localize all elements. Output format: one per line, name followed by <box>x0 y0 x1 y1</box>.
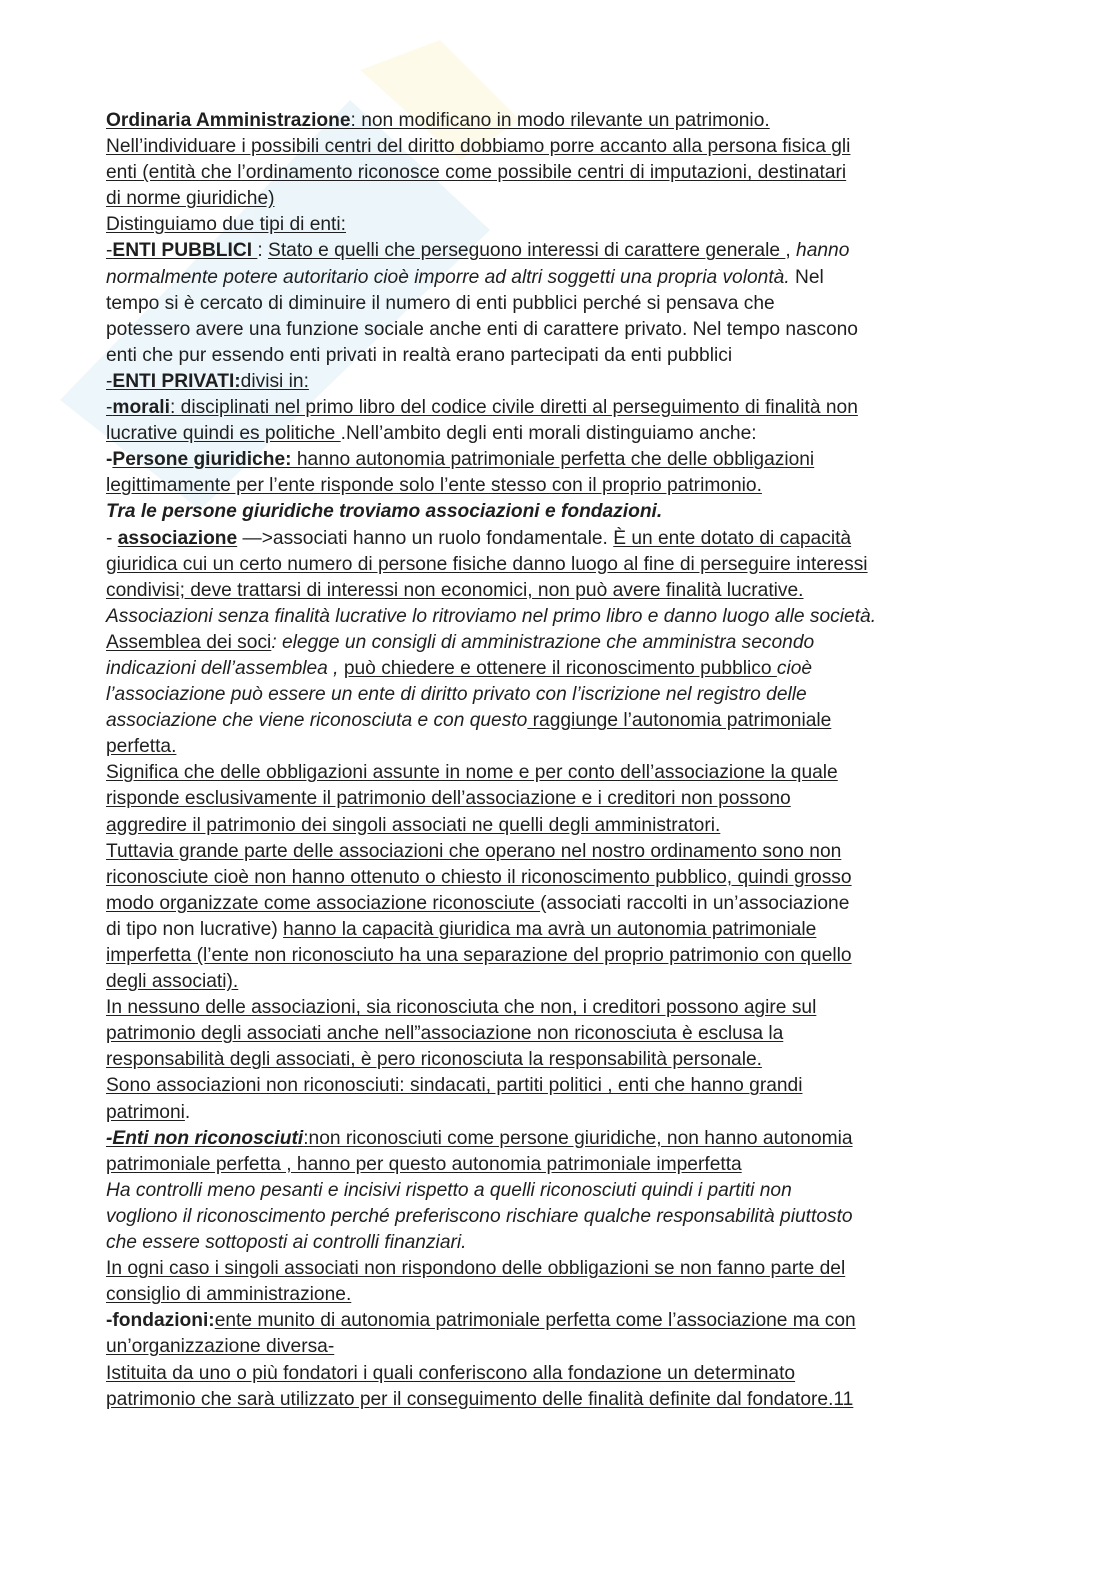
text-segment: morali <box>112 397 170 419</box>
text-line <box>106 708 1016 734</box>
text-segment: ente munito di autonomia patrimoniale perfetta come l’associazione ma con <box>214 1310 856 1332</box>
text-line <box>106 995 1016 1021</box>
text-segment: Tuttavia grande parte delle associazioni che operano nel nostro ordinamento sono non <box>106 840 842 862</box>
text-line <box>106 839 1016 865</box>
text-segment: riconosciute cioè non hanno ottenuto o chiesto il riconoscimento pubblico, quindi grosso <box>106 866 852 888</box>
text-line <box>106 395 1016 421</box>
text-line <box>106 291 1016 317</box>
text-segment: tempo si è cercato di diminuire il numero di enti pubblici perché si pensava che <box>106 292 775 314</box>
text-segment: : non modificano in modo rilevante un patrimonio. <box>350 110 770 131</box>
text-line <box>106 343 1016 369</box>
text-segment: responsabilità degli associati, è pero riconosciuta la responsabilità personale. <box>106 1049 762 1071</box>
text-segment: di norme giuridiche) <box>106 188 275 210</box>
text-segment: divisi in: <box>240 370 309 392</box>
text-segment: - <box>106 527 118 549</box>
text-segment: Distinguiamo due tipi di enti: <box>106 214 346 236</box>
text-line <box>106 526 1016 552</box>
text-line <box>106 917 1016 943</box>
text-segment: patrimoniale perfetta , hanno per questo autonomia patrimoniale imperfetta <box>106 1153 742 1175</box>
text-segment: (associati raccolti in un’associazione <box>540 892 850 914</box>
text-segment: -Enti non riconosciuti <box>106 1127 304 1149</box>
text-line <box>106 134 1016 160</box>
text-line <box>106 1047 1016 1073</box>
text-segment: consiglio di amministrazione. <box>106 1284 352 1306</box>
text-segment: ENTI PRIVATI: <box>112 370 241 392</box>
text-segment: Nel <box>789 266 824 288</box>
text-segment: imperfetta (l’ente non riconosciuto ha una separazione del proprio patrimonio con quello <box>106 945 852 966</box>
text-segment: legittimamente per l’ente risponde solo l’ente stesso con il proprio patrimonio. <box>106 475 762 497</box>
text-segment: risponde esclusivamente il patrimonio dell’associazione e i creditori non possono <box>106 788 791 810</box>
text-segment: hanno la capacità giuridica ma avrà un autonomia patrimoniale <box>283 918 817 940</box>
text-line <box>106 499 1016 525</box>
text-segment: In ogni caso i singoli associati non rispondono delle obbligazioni se non fanno parte del <box>106 1258 846 1280</box>
text-segment: perfetta. <box>106 736 177 758</box>
text-segment: l’associazione può essere un ente di diritto privato con l’iscrizione nel registro delle <box>106 684 807 706</box>
text-line <box>106 108 1016 134</box>
text-line <box>106 238 1016 264</box>
text-segment: associazione che viene riconosciuta e con questo <box>106 710 528 732</box>
text-line <box>106 186 1016 212</box>
text-segment: Stato e quelli che perseguono interessi di carattere generale <box>268 240 786 262</box>
text-segment: , <box>785 240 797 262</box>
text-line <box>106 682 1016 708</box>
text-line <box>106 473 1016 499</box>
text-line <box>106 891 1016 917</box>
text-segment: patrimonio che sarà utilizzato per il conseguimento delle finalità definite dal fondatore.11 <box>106 1388 854 1410</box>
text-line <box>106 317 1016 343</box>
text-line <box>106 1387 1016 1413</box>
text-segment: giuridica cui un certo numero di persone fisiche danno luogo al fine di perseguire interessi <box>106 553 868 575</box>
text-line <box>106 630 1016 656</box>
text-segment: : elegge un consigli di amministrazione che amministra secondo <box>271 631 815 653</box>
text-line <box>106 578 1016 604</box>
text-line <box>106 552 1016 578</box>
text-line <box>106 734 1016 760</box>
text-segment: patrimoni <box>106 1101 185 1123</box>
text-line <box>106 1100 1016 1126</box>
text-segment: È un ente dotato di capacità <box>613 527 852 549</box>
text-segment: Ha controlli meno pesanti e incisivi rispetto a quelli riconosciuti quindi i partiti non <box>106 1179 792 1201</box>
text-segment: raggiunge l’autonomia patrimoniale <box>527 710 832 732</box>
text-line <box>106 1073 1016 1099</box>
text-segment: hanno autonomia patrimoniale perfetta che delle obbligazioni <box>291 449 815 471</box>
text-line <box>106 813 1016 839</box>
text-line <box>106 969 1016 995</box>
text-line <box>106 1308 1016 1334</box>
text-segment: Istituita da uno o più fondatori i quali conferiscono alla fondazione un determinato <box>106 1362 796 1384</box>
text-segment: cioè <box>776 657 813 679</box>
text-segment: hanno <box>796 240 850 262</box>
text-segment: : <box>257 240 269 262</box>
text-line <box>106 1021 1016 1047</box>
text-line <box>106 1334 1016 1360</box>
text-line <box>106 786 1016 812</box>
text-segment: Assemblea dei soci <box>106 631 272 653</box>
text-segment: :non riconosciuti come persone giuridiche, non hanno autonomia <box>303 1127 853 1149</box>
text-segment: Sono associazioni non riconosciuti: sindacati, partiti politici , enti che hanno grandi <box>106 1075 803 1097</box>
text-line <box>106 1230 1016 1256</box>
text-segment: che essere sottoposti ai controlli finanziari. <box>106 1232 467 1254</box>
text-segment: . <box>184 1101 191 1123</box>
text-line <box>106 1126 1016 1152</box>
text-segment: Tra le persone giuridiche troviamo associazioni e fondazioni. <box>106 501 663 523</box>
text-segment: associazione <box>117 527 238 549</box>
text-segment: modo organizzate come associazione riconosciute <box>106 892 541 914</box>
text-line <box>106 943 1016 969</box>
text-line <box>106 1152 1016 1178</box>
text-line <box>106 1361 1016 1387</box>
text-segment: lucrative quindi es politiche <box>106 423 341 445</box>
text-segment: Associazioni senza finalità lucrative lo ritroviamo nel primo libro e danno luogo alle società. <box>106 605 877 627</box>
text-segment: potessero avere una funzione sociale anche enti di carattere privato. Nel tempo nascono <box>106 318 858 340</box>
text-line <box>106 369 1016 395</box>
text-segment: .Nell’ambito degli enti morali distinguiamo anche: <box>340 423 757 445</box>
text-segment: degli associati). <box>106 971 239 993</box>
text-line <box>106 1178 1016 1204</box>
text-segment: : disciplinati nel primo libro del codice civile diretti al perseguimento di finalità non <box>169 397 858 419</box>
text-segment: aggredire il patrimonio dei singoli associati ne quelli degli amministratori. <box>106 814 721 836</box>
text-line <box>106 160 1016 186</box>
text-segment: Significa che delle obbligazioni assunte in nome e per conto dell’associazione la quale <box>106 762 838 784</box>
text-line <box>106 865 1016 891</box>
text-line <box>106 1282 1016 1308</box>
text-segment: ENTI PUBBLICI <box>112 240 258 262</box>
text-line <box>106 760 1016 786</box>
text-segment: vogliono il riconoscimento perché preferiscono rischiare qualche responsabilità piuttosto <box>106 1205 853 1227</box>
text-segment: - <box>106 240 113 262</box>
text-segment: indicazioni dell’assemblea , <box>106 657 344 679</box>
text-segment: -fondazioni: <box>106 1310 215 1332</box>
text-segment: Persone giuridiche: <box>112 449 292 471</box>
text-segment: - <box>106 449 113 471</box>
text-segment: Ordinaria Amministrazione <box>106 110 351 131</box>
text-segment: Nell’individuare i possibili centri del diritto dobbiamo porre accanto alla persona fisica gli <box>106 136 851 158</box>
text-segment: enti (entità che l’ordinamento riconosce come possibile centri di imputazioni, destinatari <box>106 162 847 184</box>
text-segment: enti che pur essendo enti privati in realtà erano partecipati da enti pubblici <box>106 344 733 366</box>
text-line <box>106 421 1016 447</box>
text-segment: - <box>106 397 113 419</box>
text-segment: normalmente potere autoritario cioè imporre ad altri soggetti una propria volontà. <box>106 266 790 288</box>
text-line <box>106 212 1016 238</box>
text-segment: In nessuno delle associazioni, sia riconosciuta che non, i creditori possono agire sul <box>106 997 817 1019</box>
text-segment: - <box>106 370 113 392</box>
text-segment: può chiedere e ottenere il riconoscimento pubblico <box>343 657 777 679</box>
text-segment: —>associati hanno un ruolo fondamentale. <box>237 527 614 549</box>
text-line <box>106 447 1016 473</box>
text-segment: patrimonio degli associati anche nell”associazione non riconosciuta è esclusa la <box>106 1023 784 1045</box>
text-line <box>106 604 1016 630</box>
text-line <box>106 1204 1016 1230</box>
text-segment: di tipo non lucrative) <box>106 918 284 940</box>
text-segment: condivisi; deve trattarsi di interessi non economici, non può avere finalità lucrative. <box>106 579 804 601</box>
document-page <box>106 108 1016 1413</box>
text-line <box>106 1256 1016 1282</box>
text-line <box>106 265 1016 291</box>
text-segment: un’organizzazione diversa- <box>106 1336 335 1358</box>
text-line <box>106 656 1016 682</box>
